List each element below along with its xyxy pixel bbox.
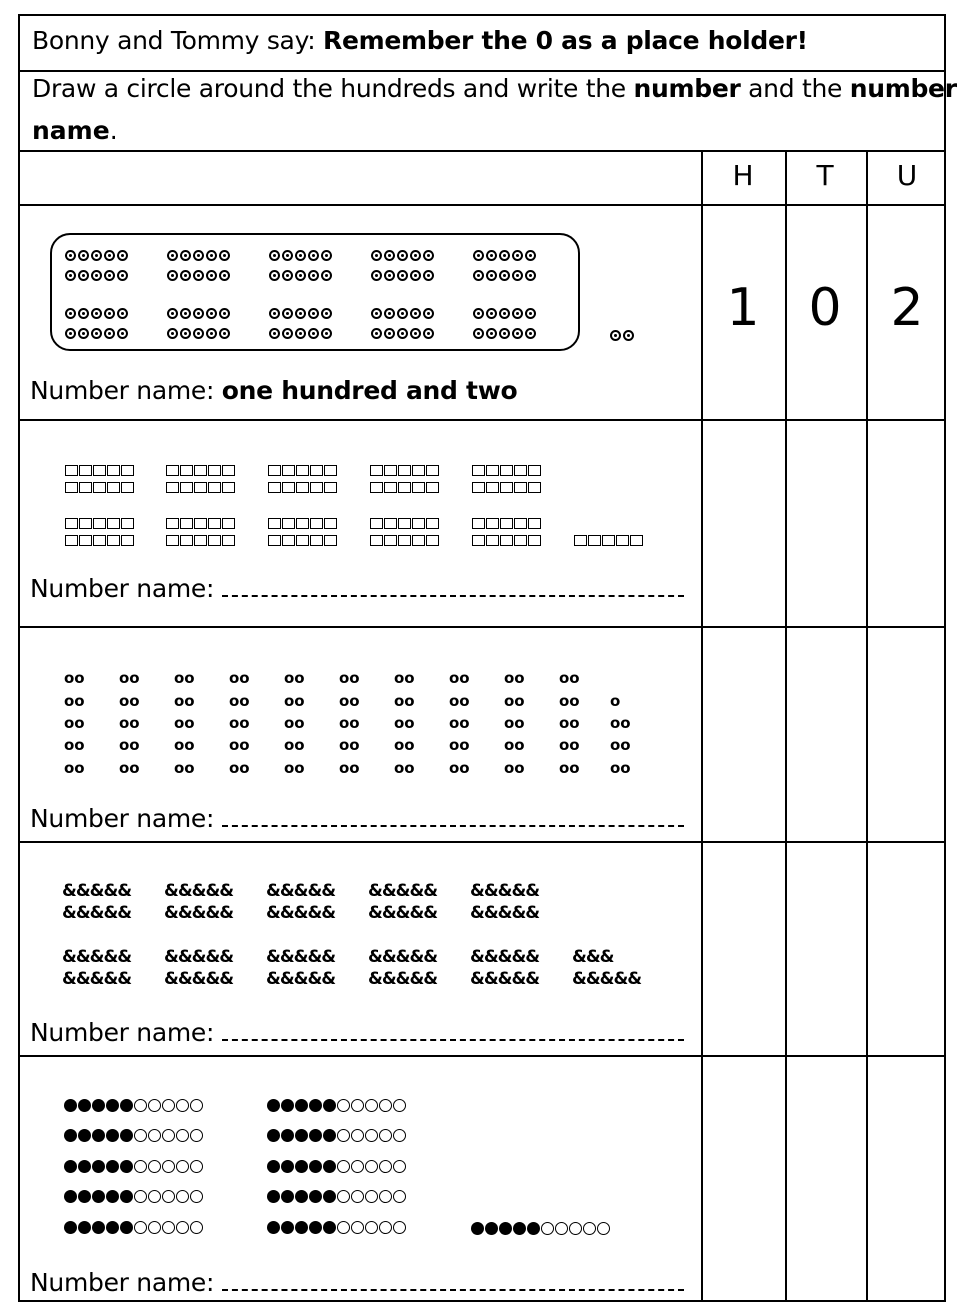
oo-counter: oo — [284, 736, 305, 754]
square-counter-row — [268, 531, 338, 550]
ampersand-counter-row: &&&&& — [470, 881, 540, 901]
instruction-text: and the — [740, 74, 850, 103]
ring-counter-row — [65, 246, 130, 265]
oo-counter: oo — [394, 736, 415, 754]
answer-blank[interactable] — [222, 1021, 684, 1041]
oo-counter: oo — [559, 759, 580, 777]
title-emphasis: Remember the 0 as a place holder! — [323, 26, 808, 55]
oo-counter: oo — [229, 759, 250, 777]
oo-counter: oo — [449, 714, 470, 732]
dot-counter-row — [64, 1219, 204, 1238]
number-name-answer: one hundred and two — [221, 376, 518, 405]
row-divider — [20, 1055, 944, 1057]
ampersand-counter-row: &&&&& — [266, 881, 336, 901]
column-header-hundreds: H — [732, 159, 754, 192]
ampersand-counter-extra: &&&&& — [572, 969, 642, 989]
oo-counter: oo — [284, 692, 305, 710]
square-counter-row — [166, 478, 236, 497]
ring-counter-row — [167, 246, 232, 265]
ampersand-counter-row: &&&&& — [470, 947, 540, 967]
instruction-line-2 — [32, 116, 118, 145]
answer-blank[interactable] — [222, 1271, 684, 1291]
oo-counter: oo — [449, 736, 470, 754]
ampersand-counter-row: &&&&& — [470, 903, 540, 923]
ring-counter-row — [269, 324, 334, 343]
square-counter-row — [268, 478, 338, 497]
ampersand-counter-row: &&&&& — [164, 969, 234, 989]
square-counter-units — [574, 531, 644, 550]
row-divider — [20, 841, 944, 843]
ring-counter-row — [473, 246, 538, 265]
oo-counter: oo — [64, 669, 85, 687]
hundreds-digit: 1 — [726, 278, 760, 338]
oo-counter-extra: o — [610, 692, 621, 710]
ring-counter-row — [473, 266, 538, 285]
ampersand-counter-row: &&&&& — [62, 903, 132, 923]
square-counter-row — [370, 531, 440, 550]
oo-counter: oo — [284, 669, 305, 687]
number-name-label: Number name: — [30, 376, 215, 405]
oo-counter: oo — [64, 759, 85, 777]
ring-counter-row — [473, 304, 538, 323]
oo-counter: oo — [119, 669, 140, 687]
oo-counter-extra: oo — [610, 759, 631, 777]
oo-counter: oo — [229, 692, 250, 710]
ring-counter-row — [269, 304, 334, 323]
dot-counter-row — [64, 1188, 204, 1207]
ring-counter-row — [473, 324, 538, 343]
oo-counter: oo — [394, 759, 415, 777]
instruction-line-1 — [32, 74, 957, 103]
oo-counter: oo — [449, 759, 470, 777]
ampersand-counter-row: &&&&& — [470, 969, 540, 989]
dot-counter-row — [267, 1158, 407, 1177]
square-counter-row — [65, 478, 135, 497]
oo-counter: oo — [559, 692, 580, 710]
number-name-row-3 — [30, 804, 684, 833]
instruction-text: Draw a circle around the hundreds and write the — [32, 74, 634, 103]
oo-counter: oo — [394, 714, 415, 732]
oo-counter: oo — [559, 669, 580, 687]
ampersand-counter-row: &&&&& — [368, 881, 438, 901]
square-counter-row — [370, 478, 440, 497]
ampersand-counter-row: &&&&& — [368, 903, 438, 923]
instruction-bold: name — [32, 116, 110, 145]
ring-counter-row — [269, 266, 334, 285]
oo-counter: oo — [504, 759, 525, 777]
ampersand-counter-row: &&&&& — [266, 947, 336, 967]
oo-counter: oo — [559, 714, 580, 732]
dot-counter-row — [64, 1158, 204, 1177]
ring-counter-row — [65, 324, 130, 343]
number-name-label: Number name: — [30, 804, 215, 833]
oo-counter: oo — [229, 736, 250, 754]
number-name-row-2 — [30, 574, 684, 603]
square-counter-row — [166, 531, 236, 550]
oo-counter: oo — [339, 692, 360, 710]
ring-counter-row — [371, 304, 436, 323]
ampersand-counter-row: &&&&& — [266, 903, 336, 923]
oo-counter: oo — [174, 714, 195, 732]
ampersand-counter-row: &&&&& — [266, 969, 336, 989]
oo-counter: oo — [119, 736, 140, 754]
oo-counter: oo — [64, 692, 85, 710]
oo-counter: oo — [339, 736, 360, 754]
oo-counter-extra: oo — [610, 714, 631, 732]
oo-counter: oo — [394, 692, 415, 710]
ampersand-counter-row: &&&&& — [164, 881, 234, 901]
number-name-label: Number name: — [30, 1268, 215, 1297]
oo-counter: oo — [229, 714, 250, 732]
tens-digit: 0 — [808, 278, 842, 338]
column-header-units: U — [896, 159, 918, 192]
title-prefix: Bonny and Tommy say: — [32, 26, 324, 55]
oo-counter: oo — [449, 669, 470, 687]
instruction-bold: number — [633, 74, 741, 103]
square-counter-row — [472, 531, 542, 550]
number-name-row-1 — [30, 376, 517, 405]
oo-counter: oo — [394, 669, 415, 687]
dot-counter-row — [267, 1188, 407, 1207]
divider — [20, 204, 944, 206]
number-name-label: Number name: — [30, 574, 215, 603]
ring-counter-row — [65, 304, 130, 323]
dot-counter-row — [64, 1127, 204, 1146]
oo-counter: oo — [119, 692, 140, 710]
oo-counter: oo — [284, 714, 305, 732]
oo-counter: oo — [449, 692, 470, 710]
ampersand-counter-row: &&&&& — [62, 947, 132, 967]
dot-counter-row — [64, 1097, 204, 1116]
oo-counter: oo — [229, 669, 250, 687]
worksheet — [18, 14, 957, 1302]
divider — [20, 70, 944, 72]
square-counter-row — [472, 478, 542, 497]
answer-blank[interactable] — [222, 807, 684, 827]
square-counter-row — [65, 531, 135, 550]
oo-counter: oo — [504, 692, 525, 710]
ring-counter-row — [167, 266, 232, 285]
answer-blank[interactable] — [222, 577, 684, 597]
ring-counter-row — [167, 304, 232, 323]
ampersand-counter-row: &&&&& — [164, 947, 234, 967]
number-name-row-4 — [30, 1018, 684, 1047]
ring-counter-row — [371, 266, 436, 285]
ampersand-counter-row: &&&&& — [62, 969, 132, 989]
oo-counter: oo — [504, 736, 525, 754]
dot-counter-row — [471, 1220, 611, 1239]
oo-counter: oo — [284, 759, 305, 777]
oo-counter: oo — [119, 714, 140, 732]
oo-counter: oo — [504, 714, 525, 732]
ampersand-counter-row: &&&&& — [368, 969, 438, 989]
ring-counter-row — [167, 324, 232, 343]
number-name-label: Number name: — [30, 1018, 215, 1047]
oo-counter: oo — [339, 669, 360, 687]
oo-counter: oo — [174, 736, 195, 754]
ring-counter-units — [610, 326, 636, 345]
number-name-row-5 — [30, 1268, 684, 1297]
oo-counter: oo — [174, 692, 195, 710]
instruction-bold: number — [849, 74, 957, 103]
oo-counter: oo — [64, 714, 85, 732]
oo-counter: oo — [174, 759, 195, 777]
row-divider — [20, 626, 944, 628]
dot-counter-row — [267, 1219, 407, 1238]
dot-counter-row — [267, 1127, 407, 1146]
oo-counter: oo — [339, 759, 360, 777]
oo-counter: oo — [64, 736, 85, 754]
oo-counter: oo — [559, 736, 580, 754]
ampersand-counter-row: &&&&& — [368, 947, 438, 967]
oo-counter: oo — [119, 759, 140, 777]
oo-counter-extra: oo — [610, 736, 631, 754]
instruction-text: . — [109, 116, 118, 145]
ampersand-counter-extra: &&& — [572, 947, 614, 967]
oo-counter: oo — [339, 714, 360, 732]
units-digit: 2 — [890, 278, 924, 338]
dot-counter-row — [267, 1097, 407, 1116]
oo-counter: oo — [174, 669, 195, 687]
divider — [20, 150, 944, 152]
page-title — [32, 26, 808, 55]
oo-counter: oo — [504, 669, 525, 687]
ring-counter-row — [371, 324, 436, 343]
ampersand-counter-row: &&&&& — [164, 903, 234, 923]
row-divider — [20, 419, 944, 421]
ampersand-counter-row: &&&&& — [62, 881, 132, 901]
ring-counter-row — [269, 246, 334, 265]
column-header-tens: T — [816, 159, 834, 192]
ring-counter-row — [371, 246, 436, 265]
ring-counter-row — [65, 266, 130, 285]
